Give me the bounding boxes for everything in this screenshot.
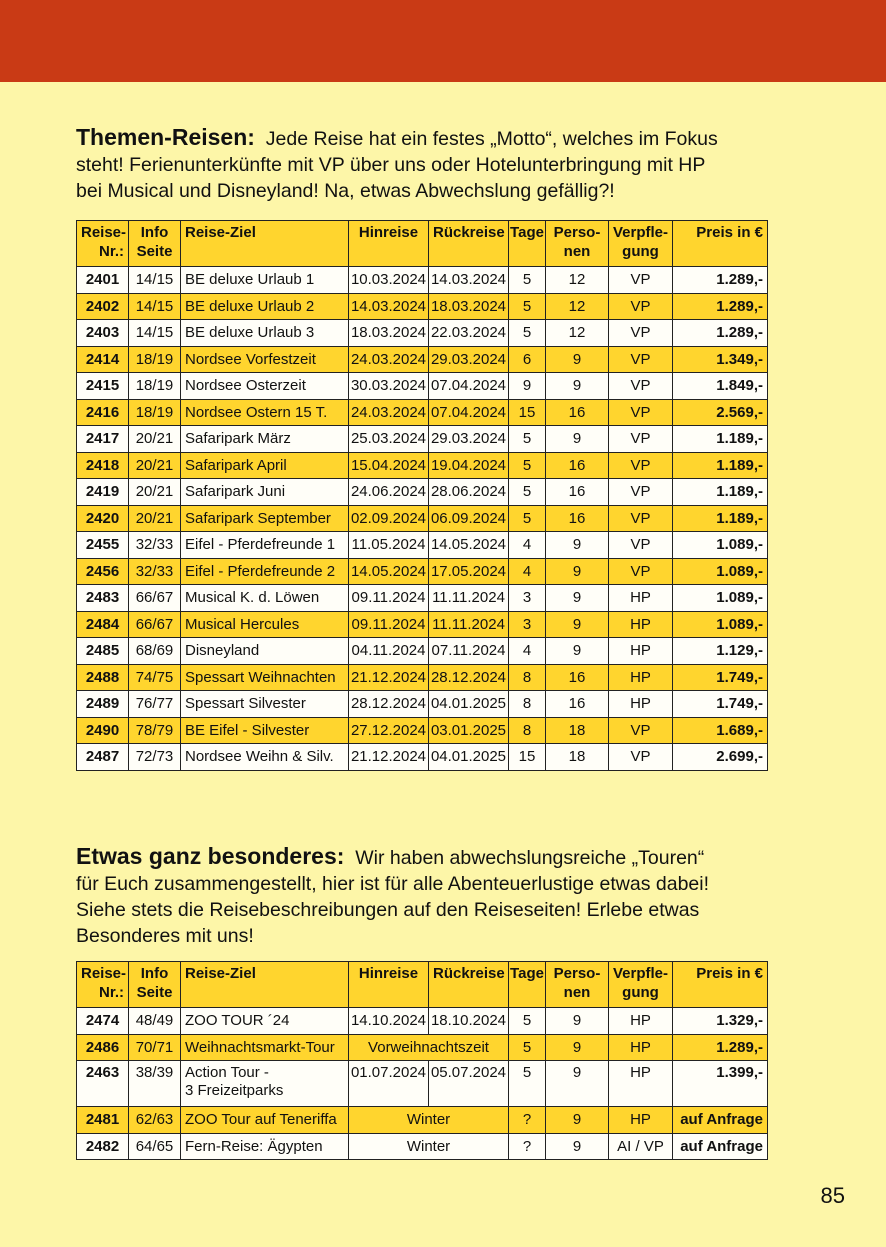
cell-ziel: Nordsee Vorfestzeit: [181, 346, 349, 373]
section1-heading: Themen-Reisen:: [76, 124, 255, 150]
besondere-touren-table: [76, 961, 768, 1160]
table-row: [77, 1133, 768, 1160]
cell-info: 18/19: [129, 346, 181, 373]
cell-info: 64/65: [129, 1133, 181, 1160]
cell-zeitraum: Winter: [349, 1133, 509, 1160]
cell-tage: 3: [509, 585, 546, 612]
section1-intro-line3: bei Musical und Disneyland! Na, etwas Abwechslung gefällig?!: [76, 180, 615, 202]
cell-ziel: BE deluxe Urlaub 1: [181, 267, 349, 294]
cell-rueckreise: 05.07.2024: [429, 1061, 509, 1107]
cell-ziel: Eifel - Pferdefreunde 1: [181, 532, 349, 559]
table-row: [77, 399, 768, 426]
cell-preis: 1.089,-: [673, 585, 768, 612]
cell-hinreise: 27.12.2024: [349, 717, 429, 744]
cell-hinreise: 21.12.2024: [349, 744, 429, 771]
cell-tage: 5: [509, 1034, 546, 1061]
cell-info: 66/67: [129, 611, 181, 638]
cell-info: 20/21: [129, 505, 181, 532]
cell-ziel: Safaripark April: [181, 452, 349, 479]
table-row: [77, 1107, 768, 1134]
cell-personen: 12: [546, 320, 609, 347]
cell-rueckreise: 29.03.2024: [429, 346, 509, 373]
cell-verpflegung: HP: [609, 664, 673, 691]
cell-nr: 2482: [77, 1133, 129, 1160]
cell-hinreise: 25.03.2024: [349, 426, 429, 453]
cell-personen: 16: [546, 399, 609, 426]
cell-info: 62/63: [129, 1107, 181, 1134]
cell-nr: 2401: [77, 267, 129, 294]
cell-verpflegung: VP: [609, 399, 673, 426]
cell-preis: 1.089,-: [673, 558, 768, 585]
cell-nr: 2419: [77, 479, 129, 506]
cell-nr: 2481: [77, 1107, 129, 1134]
col-header-preis: Preis in €: [673, 221, 768, 267]
table-header-row: [77, 962, 768, 1008]
cell-info: 32/33: [129, 558, 181, 585]
cell-tage: 15: [509, 744, 546, 771]
cell-verpflegung: VP: [609, 717, 673, 744]
cell-info: 72/73: [129, 744, 181, 771]
cell-personen: 9: [546, 1107, 609, 1134]
cell-preis: 2.569,-: [673, 399, 768, 426]
cell-tage: 6: [509, 346, 546, 373]
top-color-band: [0, 0, 886, 82]
table-row: [77, 532, 768, 559]
cell-info: 14/15: [129, 267, 181, 294]
cell-verpflegung: VP: [609, 426, 673, 453]
cell-nr: 2463: [77, 1061, 129, 1107]
cell-verpflegung: HP: [609, 611, 673, 638]
cell-tage: 4: [509, 532, 546, 559]
cell-ziel: Safaripark Juni: [181, 479, 349, 506]
cell-nr: 2418: [77, 452, 129, 479]
cell-personen: 9: [546, 638, 609, 665]
cell-nr: 2490: [77, 717, 129, 744]
cell-ziel: Safaripark September: [181, 505, 349, 532]
cell-preis: 1.289,-: [673, 267, 768, 294]
cell-preis: 1.349,-: [673, 346, 768, 373]
cell-personen: 16: [546, 452, 609, 479]
cell-tage: 5: [509, 505, 546, 532]
cell-tage: 3: [509, 611, 546, 638]
col-header-ziel: Reise-Ziel: [181, 962, 349, 1008]
cell-personen: 12: [546, 267, 609, 294]
cell-verpflegung: VP: [609, 320, 673, 347]
cell-preis: 1.399,-: [673, 1061, 768, 1107]
col-header-hinreise: Hinreise: [349, 962, 429, 1008]
cell-preis: 1.749,-: [673, 691, 768, 718]
cell-rueckreise: 04.01.2025: [429, 744, 509, 771]
cell-hinreise: 15.04.2024: [349, 452, 429, 479]
cell-nr: 2456: [77, 558, 129, 585]
col-header-rueckreise: Rückreise: [429, 962, 509, 1008]
cell-hinreise: 14.10.2024: [349, 1008, 429, 1035]
table-row: [77, 452, 768, 479]
cell-hinreise: 01.07.2024: [349, 1061, 429, 1107]
cell-info: 14/15: [129, 320, 181, 347]
cell-nr: 2483: [77, 585, 129, 612]
table-row: [77, 426, 768, 453]
cell-ziel: Weihnachtsmarkt-Tour: [181, 1034, 349, 1061]
cell-preis: 1.189,-: [673, 426, 768, 453]
cell-hinreise: 09.11.2024: [349, 585, 429, 612]
col-header-hinreise: Hinreise: [349, 221, 429, 267]
cell-nr: 2417: [77, 426, 129, 453]
cell-verpflegung: VP: [609, 452, 673, 479]
cell-personen: 9: [546, 585, 609, 612]
cell-preis: 1.189,-: [673, 479, 768, 506]
cell-info: 74/75: [129, 664, 181, 691]
cell-personen: 9: [546, 532, 609, 559]
cell-hinreise: 14.05.2024: [349, 558, 429, 585]
cell-rueckreise: 18.03.2024: [429, 293, 509, 320]
cell-nr: 2416: [77, 399, 129, 426]
cell-nr: 2420: [77, 505, 129, 532]
cell-verpflegung: HP: [609, 1061, 673, 1107]
cell-ziel: Action Tour - 3 Freizeitparks: [181, 1061, 349, 1107]
col-header-info: Info Seite: [129, 221, 181, 267]
cell-personen: 9: [546, 373, 609, 400]
cell-ziel: ZOO Tour auf Teneriffa: [181, 1107, 349, 1134]
table-row: [77, 638, 768, 665]
cell-ziel: Spessart Silvester: [181, 691, 349, 718]
cell-hinreise: 09.11.2024: [349, 611, 429, 638]
cell-preis: 1.129,-: [673, 638, 768, 665]
cell-tage: 5: [509, 267, 546, 294]
cell-personen: 12: [546, 293, 609, 320]
cell-tage: 8: [509, 717, 546, 744]
cell-hinreise: 18.03.2024: [349, 320, 429, 347]
table-row: [77, 267, 768, 294]
cell-info: 66/67: [129, 585, 181, 612]
cell-tage: 5: [509, 293, 546, 320]
table-row: [77, 664, 768, 691]
cell-info: 78/79: [129, 717, 181, 744]
cell-tage: 9: [509, 373, 546, 400]
cell-nr: 2455: [77, 532, 129, 559]
cell-info: 32/33: [129, 532, 181, 559]
cell-tage: 15: [509, 399, 546, 426]
cell-info: 70/71: [129, 1034, 181, 1061]
col-header-personen: Perso- nen: [546, 962, 609, 1008]
cell-info: 68/69: [129, 638, 181, 665]
col-header-verpflegung: Verpfle- gung: [609, 221, 673, 267]
cell-hinreise: 30.03.2024: [349, 373, 429, 400]
cell-personen: 9: [546, 611, 609, 638]
cell-nr: 2484: [77, 611, 129, 638]
cell-tage: 8: [509, 691, 546, 718]
table-row: [77, 505, 768, 532]
cell-zeitraum: Vorweihnachtszeit: [349, 1034, 509, 1061]
col-header-info: Info Seite: [129, 962, 181, 1008]
cell-ziel: BE Eifel - Silvester: [181, 717, 349, 744]
cell-nr: 2486: [77, 1034, 129, 1061]
table-row: [77, 558, 768, 585]
cell-personen: 16: [546, 479, 609, 506]
cell-tage: 5: [509, 479, 546, 506]
cell-personen: 9: [546, 1061, 609, 1107]
cell-hinreise: 28.12.2024: [349, 691, 429, 718]
cell-verpflegung: HP: [609, 638, 673, 665]
cell-verpflegung: VP: [609, 532, 673, 559]
cell-personen: 16: [546, 691, 609, 718]
cell-nr: 2485: [77, 638, 129, 665]
table-row: [77, 691, 768, 718]
col-header-nr: Reise- Nr.:: [77, 962, 129, 1008]
cell-personen: 18: [546, 744, 609, 771]
cell-rueckreise: 18.10.2024: [429, 1008, 509, 1035]
cell-rueckreise: 22.03.2024: [429, 320, 509, 347]
cell-ziel: Nordsee Osterzeit: [181, 373, 349, 400]
cell-rueckreise: 06.09.2024: [429, 505, 509, 532]
cell-preis: 1.289,-: [673, 293, 768, 320]
table-row: [77, 373, 768, 400]
themen-reisen-table: [76, 220, 768, 771]
col-header-tage: Tage: [509, 221, 546, 267]
cell-preis: 1.289,-: [673, 320, 768, 347]
table-row: [77, 717, 768, 744]
cell-zeitraum: Winter: [349, 1107, 509, 1134]
table-row: [77, 346, 768, 373]
table-header-row: [77, 221, 768, 267]
cell-hinreise: 14.03.2024: [349, 293, 429, 320]
cell-preis: 1.289,-: [673, 1034, 768, 1061]
cell-hinreise: 24.03.2024: [349, 399, 429, 426]
cell-nr: 2403: [77, 320, 129, 347]
cell-verpflegung: VP: [609, 744, 673, 771]
cell-personen: 18: [546, 717, 609, 744]
cell-rueckreise: 29.03.2024: [429, 426, 509, 453]
cell-personen: 9: [546, 1034, 609, 1061]
cell-ziel: Eifel - Pferdefreunde 2: [181, 558, 349, 585]
cell-hinreise: 24.03.2024: [349, 346, 429, 373]
cell-info: 20/21: [129, 426, 181, 453]
cell-hinreise: 11.05.2024: [349, 532, 429, 559]
cell-rueckreise: 19.04.2024: [429, 452, 509, 479]
cell-tage: 5: [509, 452, 546, 479]
col-header-rueckreise: Rückreise: [429, 221, 509, 267]
cell-rueckreise: 07.11.2024: [429, 638, 509, 665]
cell-ziel: Fern-Reise: Ägypten: [181, 1133, 349, 1160]
cell-preis: auf Anfrage: [673, 1133, 768, 1160]
cell-personen: 16: [546, 505, 609, 532]
cell-hinreise: 10.03.2024: [349, 267, 429, 294]
section2-intro: [76, 843, 776, 949]
cell-personen: 9: [546, 346, 609, 373]
cell-nr: 2402: [77, 293, 129, 320]
cell-personen: 9: [546, 558, 609, 585]
cell-tage: 5: [509, 426, 546, 453]
cell-tage: 5: [509, 320, 546, 347]
cell-tage: 8: [509, 664, 546, 691]
cell-hinreise: 21.12.2024: [349, 664, 429, 691]
table-row: [77, 320, 768, 347]
section2-intro-line4: Besonderes mit uns!: [76, 925, 254, 947]
section2-heading: Etwas ganz besonderes:: [76, 843, 345, 869]
cell-preis: 1.089,-: [673, 532, 768, 559]
cell-verpflegung: AI / VP: [609, 1133, 673, 1160]
cell-preis: 1.189,-: [673, 452, 768, 479]
cell-rueckreise: 17.05.2024: [429, 558, 509, 585]
cell-rueckreise: 11.11.2024: [429, 611, 509, 638]
cell-tage: 4: [509, 558, 546, 585]
cell-preis: auf Anfrage: [673, 1107, 768, 1134]
cell-rueckreise: 07.04.2024: [429, 373, 509, 400]
cell-rueckreise: 28.06.2024: [429, 479, 509, 506]
cell-personen: 16: [546, 664, 609, 691]
section2-intro-line2: für Euch zusammengestellt, hier ist für alle Abenteuerlustige etwas dabei!: [76, 873, 710, 895]
cell-tage: ?: [509, 1107, 546, 1134]
cell-verpflegung: VP: [609, 346, 673, 373]
cell-personen: 9: [546, 1008, 609, 1035]
cell-verpflegung: VP: [609, 267, 673, 294]
cell-rueckreise: 03.01.2025: [429, 717, 509, 744]
cell-personen: 9: [546, 1133, 609, 1160]
cell-nr: 2415: [77, 373, 129, 400]
page-number: 85: [820, 1183, 845, 1208]
cell-preis: 2.699,-: [673, 744, 768, 771]
cell-info: 14/15: [129, 293, 181, 320]
cell-ziel: Nordsee Ostern 15 T.: [181, 399, 349, 426]
table-row: [77, 293, 768, 320]
cell-verpflegung: VP: [609, 293, 673, 320]
cell-ziel: Musical Hercules: [181, 611, 349, 638]
col-header-verpflegung: Verpfle- gung: [609, 962, 673, 1008]
cell-rueckreise: 14.05.2024: [429, 532, 509, 559]
cell-verpflegung: HP: [609, 691, 673, 718]
table-row: [77, 479, 768, 506]
cell-nr: 2414: [77, 346, 129, 373]
cell-tage: ?: [509, 1133, 546, 1160]
cell-verpflegung: HP: [609, 1107, 673, 1134]
cell-info: 18/19: [129, 373, 181, 400]
cell-verpflegung: HP: [609, 1034, 673, 1061]
cell-tage: 4: [509, 638, 546, 665]
cell-preis: 1.849,-: [673, 373, 768, 400]
cell-rueckreise: 11.11.2024: [429, 585, 509, 612]
section1-intro: [76, 124, 776, 204]
cell-verpflegung: VP: [609, 558, 673, 585]
cell-verpflegung: VP: [609, 505, 673, 532]
section1-intro-line1: Jede Reise hat ein festes „Motto“, welches im Fokus: [265, 128, 718, 150]
table-row: [77, 1061, 768, 1107]
cell-preis: 1.329,-: [673, 1008, 768, 1035]
cell-rueckreise: 28.12.2024: [429, 664, 509, 691]
section2-intro-line3: Siehe stets die Reisebeschreibungen auf den Reiseseiten! Erlebe etwas: [76, 899, 700, 921]
col-header-preis: Preis in €: [673, 962, 768, 1008]
cell-verpflegung: VP: [609, 373, 673, 400]
col-header-tage: Tage: [509, 962, 546, 1008]
cell-hinreise: 02.09.2024: [349, 505, 429, 532]
section1-intro-line2: steht! Ferienunterkünfte mit VP über uns oder Hotelunterbringung mit HP: [76, 154, 706, 176]
cell-rueckreise: 14.03.2024: [429, 267, 509, 294]
col-header-nr: Reise- Nr.:: [77, 221, 129, 267]
cell-rueckreise: 04.01.2025: [429, 691, 509, 718]
cell-ziel: Disneyland: [181, 638, 349, 665]
cell-nr: 2489: [77, 691, 129, 718]
cell-preis: 1.089,-: [673, 611, 768, 638]
table-row: [77, 611, 768, 638]
cell-nr: 2487: [77, 744, 129, 771]
cell-nr: 2488: [77, 664, 129, 691]
cell-preis: 1.749,-: [673, 664, 768, 691]
cell-rueckreise: 07.04.2024: [429, 399, 509, 426]
cell-info: 48/49: [129, 1008, 181, 1035]
table-row: [77, 585, 768, 612]
cell-verpflegung: HP: [609, 585, 673, 612]
cell-ziel: Nordsee Weihn & Silv.: [181, 744, 349, 771]
cell-hinreise: 04.11.2024: [349, 638, 429, 665]
table-row: [77, 1008, 768, 1035]
cell-tage: 5: [509, 1008, 546, 1035]
cell-info: 20/21: [129, 452, 181, 479]
cell-ziel: Spessart Weihnachten: [181, 664, 349, 691]
section2-intro-line1: Wir haben abwechslungsreiche „Touren“: [355, 847, 705, 869]
cell-ziel: BE deluxe Urlaub 3: [181, 320, 349, 347]
cell-nr: 2474: [77, 1008, 129, 1035]
cell-info: 76/77: [129, 691, 181, 718]
cell-ziel: Safaripark März: [181, 426, 349, 453]
cell-verpflegung: HP: [609, 1008, 673, 1035]
table-row: [77, 744, 768, 771]
cell-verpflegung: VP: [609, 479, 673, 506]
cell-ziel: BE deluxe Urlaub 2: [181, 293, 349, 320]
cell-ziel: ZOO TOUR ´24: [181, 1008, 349, 1035]
col-header-personen: Perso- nen: [546, 221, 609, 267]
cell-personen: 9: [546, 426, 609, 453]
cell-tage: 5: [509, 1061, 546, 1107]
cell-preis: 1.189,-: [673, 505, 768, 532]
cell-info: 38/39: [129, 1061, 181, 1107]
col-header-ziel: Reise-Ziel: [181, 221, 349, 267]
cell-info: 20/21: [129, 479, 181, 506]
cell-info: 18/19: [129, 399, 181, 426]
cell-hinreise: 24.06.2024: [349, 479, 429, 506]
cell-preis: 1.689,-: [673, 717, 768, 744]
cell-ziel: Musical K. d. Löwen: [181, 585, 349, 612]
table-row: [77, 1034, 768, 1061]
